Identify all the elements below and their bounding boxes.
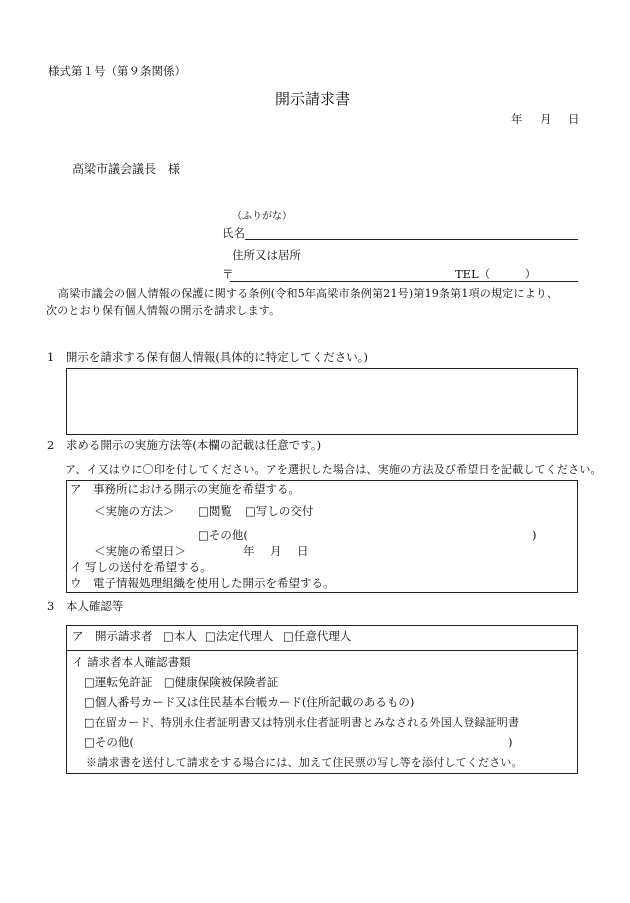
doc-mynumber-checkbox[interactable]: □個人番号カード又は住民基本台帳カード(住所記載のあるもの) [84,695,415,709]
intro-line-2: 次のとおり保有個人情報の開示を請求します。 [46,304,281,317]
intro-line-1: 高梁市議会の個人情報の保護に関する条例(令和5年高梁市条例第21号)第19条第1項の規定により、 [58,287,559,300]
requester-legal-checkbox[interactable]: □法定代理人 [205,629,274,643]
method-copy-checkbox[interactable]: □写しの交付 [245,504,314,518]
section1-heading: 1 開示を請求する保有個人情報(具体的に特定してください。) [47,350,369,364]
method-other-close-paren: ) [532,528,537,542]
date-year-label: 年 [511,112,523,126]
section1-input-box[interactable] [66,368,578,435]
option-i-label[interactable]: イ 写しの送付を希望する。 [70,560,212,574]
form-number: 様式第１号（第９条関係） [48,64,186,78]
address-label: 住所又は居所 [232,248,301,262]
section3-note: ※請求書を送付して請求をする場合には、加えて住民票の写し等を添付してください。 [86,756,523,769]
doc-other-close-paren: ) [508,735,513,749]
doc-license-insurance-checkbox[interactable]: □運転免許証 □健康保険被保険者証 [84,675,279,689]
wish-month-label: 月 [270,544,282,558]
requester-self-checkbox[interactable]: □本人 [163,629,197,643]
section2-heading: 2 求める開示の実施方法等(本欄の記載は任意です。) [47,438,322,452]
recipient: 高梁市議会議長 様 [72,162,181,176]
method-other-checkbox[interactable]: □その他( [198,528,248,542]
wish-year-label: 年 [243,544,255,558]
name-field-line[interactable] [245,239,578,240]
option-a-label[interactable]: ア 事務所における開示の実施を希望する。 [70,482,300,496]
name-label: 氏名 [222,226,245,240]
option-u-label[interactable]: ウ 電子情報処理組織を使用した開示を希望する。 [70,576,335,590]
tel-field-line[interactable] [455,281,578,282]
postal-mark: 〒 [222,267,234,281]
method-label: ＜実施の方法＞ [94,504,175,518]
furigana-label: （ふりがな） [232,211,292,222]
date-month-label: 月 [540,112,552,126]
section2-note: ア、イ又はウに〇印を付してください。アを選択した場合は、実施の方法及び希望日を記載してください。 [65,463,602,476]
section3-heading: 3 本人確認等 [47,599,124,613]
date-day-label: 日 [568,112,580,126]
tel-label: TEL（ ） [455,267,537,281]
id-docs-label: イ 請求者本人確認書類 [72,655,191,669]
date-label: ＜実施の希望日＞ [94,544,186,558]
requester-voluntary-checkbox[interactable]: □任意代理人 [283,629,352,643]
doc-residence-card-checkbox[interactable]: □在留カード、特別永住者証明書又は特別永住者証明書とみなされる外国人登録証明書 [84,716,520,729]
doc-other-checkbox[interactable]: □その他( [84,735,134,749]
page-title: 開示請求書 [275,90,351,108]
section3-divider [66,650,578,651]
requester-label: ア 開示請求者 [72,629,153,643]
wish-day-label: 日 [297,544,309,558]
address-field-line[interactable] [230,281,455,282]
method-view-checkbox[interactable]: □閲覧 [198,504,232,518]
